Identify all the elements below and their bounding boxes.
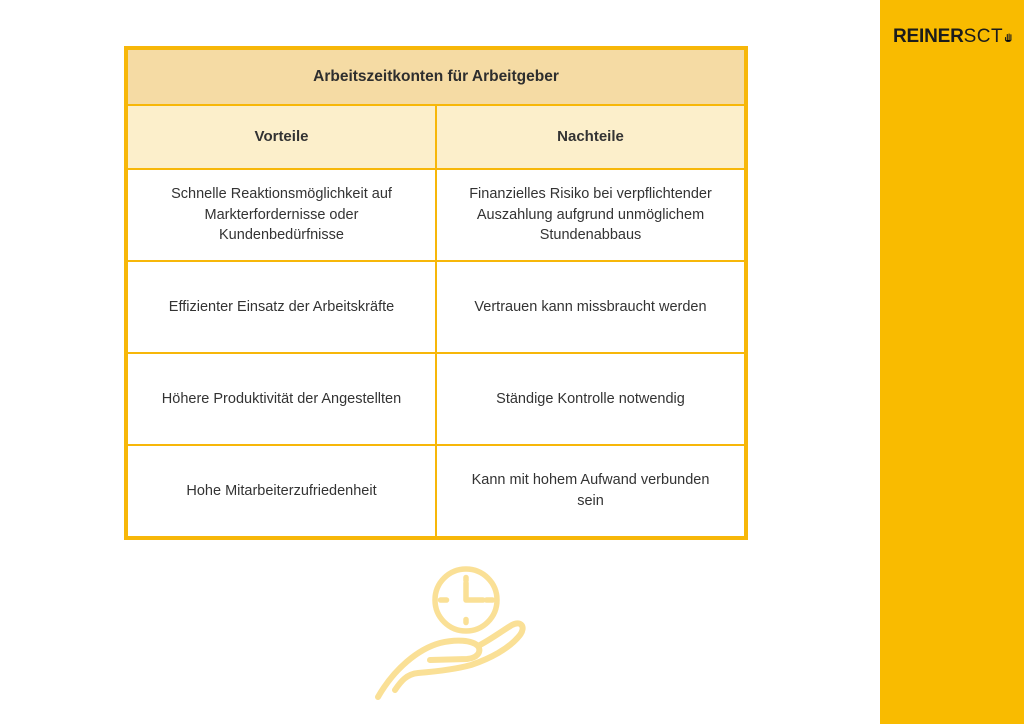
cell-vorteil-2: Effizienter Einsatz der Arbeitskräfte [128,262,437,352]
cell-vorteil-1: Schnelle Reaktionsmöglichkeit auf Markterfordernisse oder Kundenbedürfnisse [128,170,437,260]
table-row [128,446,744,536]
cell-nachteil-1: Finanzielles Risiko bei verpflichtender Auszahlung aufgrund unmöglichem Stundenabbaus [469,186,712,244]
logo-hand-icon [1004,27,1013,49]
pros-cons-table [124,46,748,540]
cell-vorteil-4: Hohe Mitarbeiterzufriedenheit [128,446,437,536]
clock-icon [435,569,497,631]
cell-nachteil-3: Ständige Kontrolle notwendig [496,390,685,407]
table-row [128,354,744,446]
cell-vorteil-3: Höhere Produktivität der Angestellten [128,354,437,444]
logo-text-reiner: REINER [893,26,964,47]
table-row [128,170,744,262]
cell-nachteil-4: Kann mit hohem Aufwand verbunden sein [471,472,710,509]
brand-sidebar [880,0,1024,724]
logo-text-sct: SCT [963,26,1004,47]
open-hand-icon [378,623,523,697]
column-header-vorteile: Vorteile [128,106,437,168]
table-title: Arbeitszeitkonten für Arbeitgeber [128,50,744,106]
brand-logo [893,26,1013,49]
cell-nachteil-2: Vertrauen kann missbraucht werden [474,298,707,315]
hand-holding-clock-icon [366,556,526,706]
table-header-row [128,106,744,170]
column-header-nachteile: Nachteile [557,128,624,146]
table-row [128,262,744,354]
